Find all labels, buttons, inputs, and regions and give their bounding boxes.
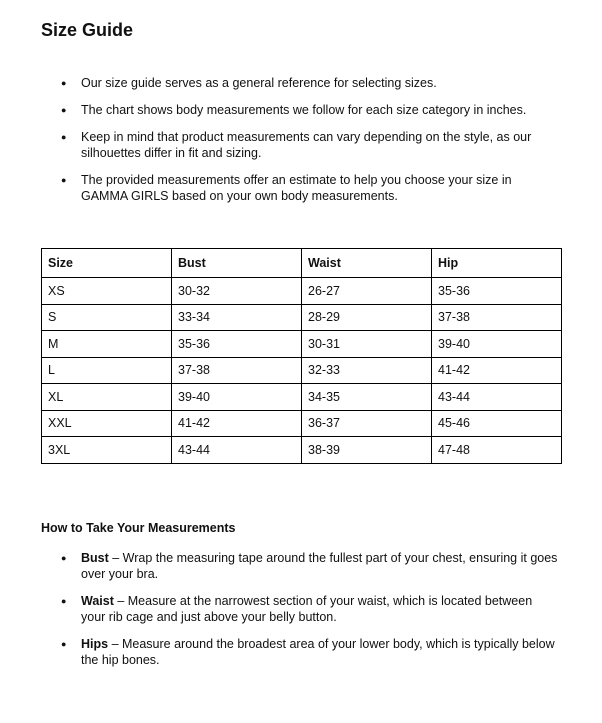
cell-size: S [42, 304, 172, 331]
intro-item: ● The chart shows body measurements we follow for each size category in inches. [0, 102, 602, 118]
howto-list [0, 550, 602, 679]
cell-bust: 35-36 [172, 331, 302, 358]
term-label: Hips [81, 637, 109, 651]
cell-waist: 38-39 [302, 437, 432, 464]
cell-size: XXL [42, 410, 172, 437]
header-waist: Waist [302, 249, 432, 278]
intro-item: ● Keep in mind that product measurements can vary depending on the style, as our silhouettes differ in fit and sizing. [0, 129, 602, 161]
cell-hip: 43-44 [432, 384, 562, 411]
table-row [42, 384, 562, 411]
table-row [42, 410, 562, 437]
cell-hip: 35-36 [432, 278, 562, 305]
cell-waist: 28-29 [302, 304, 432, 331]
cell-bust: 41-42 [172, 410, 302, 437]
cell-waist: 26-27 [302, 278, 432, 305]
cell-size: M [42, 331, 172, 358]
header-bust: Bust [172, 249, 302, 278]
size-table [41, 248, 562, 464]
cell-bust: 37-38 [172, 357, 302, 384]
cell-bust: 43-44 [172, 437, 302, 464]
cell-size: XS [42, 278, 172, 305]
howto-item-bust [0, 550, 602, 582]
cell-bust: 39-40 [172, 384, 302, 411]
term-label: Waist [81, 594, 114, 608]
cell-waist: 34-35 [302, 384, 432, 411]
intro-item: ● Our size guide serves as a general reference for selecting sizes. [0, 75, 602, 91]
intro-item: ● The provided measurements offer an estimate to help you choose your size in GAMMA GIRLS based on your own body measurements. [0, 172, 602, 204]
cell-hip: 41-42 [432, 357, 562, 384]
cell-size: 3XL [42, 437, 172, 464]
cell-waist: 36-37 [302, 410, 432, 437]
table-row [42, 357, 562, 384]
term-text: – Measure at the narrowest section of your waist, which is located between your rib cage and just above your belly button. [81, 594, 533, 624]
term-text: – Measure around the broadest area of your lower body, which is typically below the hip bones. [81, 637, 555, 667]
cell-waist: 30-31 [302, 331, 432, 358]
term-label: Bust [81, 551, 109, 565]
cell-size: L [42, 357, 172, 384]
term-text: – Wrap the measuring tape around the fullest part of your chest, ensuring it goes over your bra. [81, 551, 558, 581]
table-row [42, 437, 562, 464]
cell-hip: 37-38 [432, 304, 562, 331]
howto-item-waist [0, 593, 602, 625]
cell-bust: 30-32 [172, 278, 302, 305]
cell-waist: 32-33 [302, 357, 432, 384]
cell-hip: 39-40 [432, 331, 562, 358]
header-size: Size [42, 249, 172, 278]
cell-hip: 47-48 [432, 437, 562, 464]
cell-bust: 33-34 [172, 304, 302, 331]
cell-hip: 45-46 [432, 410, 562, 437]
table-row [42, 278, 562, 305]
table-header-row [42, 249, 562, 278]
howto-item-hips [0, 636, 602, 668]
cell-size: XL [42, 384, 172, 411]
table-row [42, 331, 562, 358]
howto-heading: How to Take Your Measurements [41, 521, 236, 535]
page-title: Size Guide [41, 20, 134, 40]
header-hip: Hip [432, 249, 562, 278]
intro-list [0, 75, 602, 215]
table-row [42, 304, 562, 331]
